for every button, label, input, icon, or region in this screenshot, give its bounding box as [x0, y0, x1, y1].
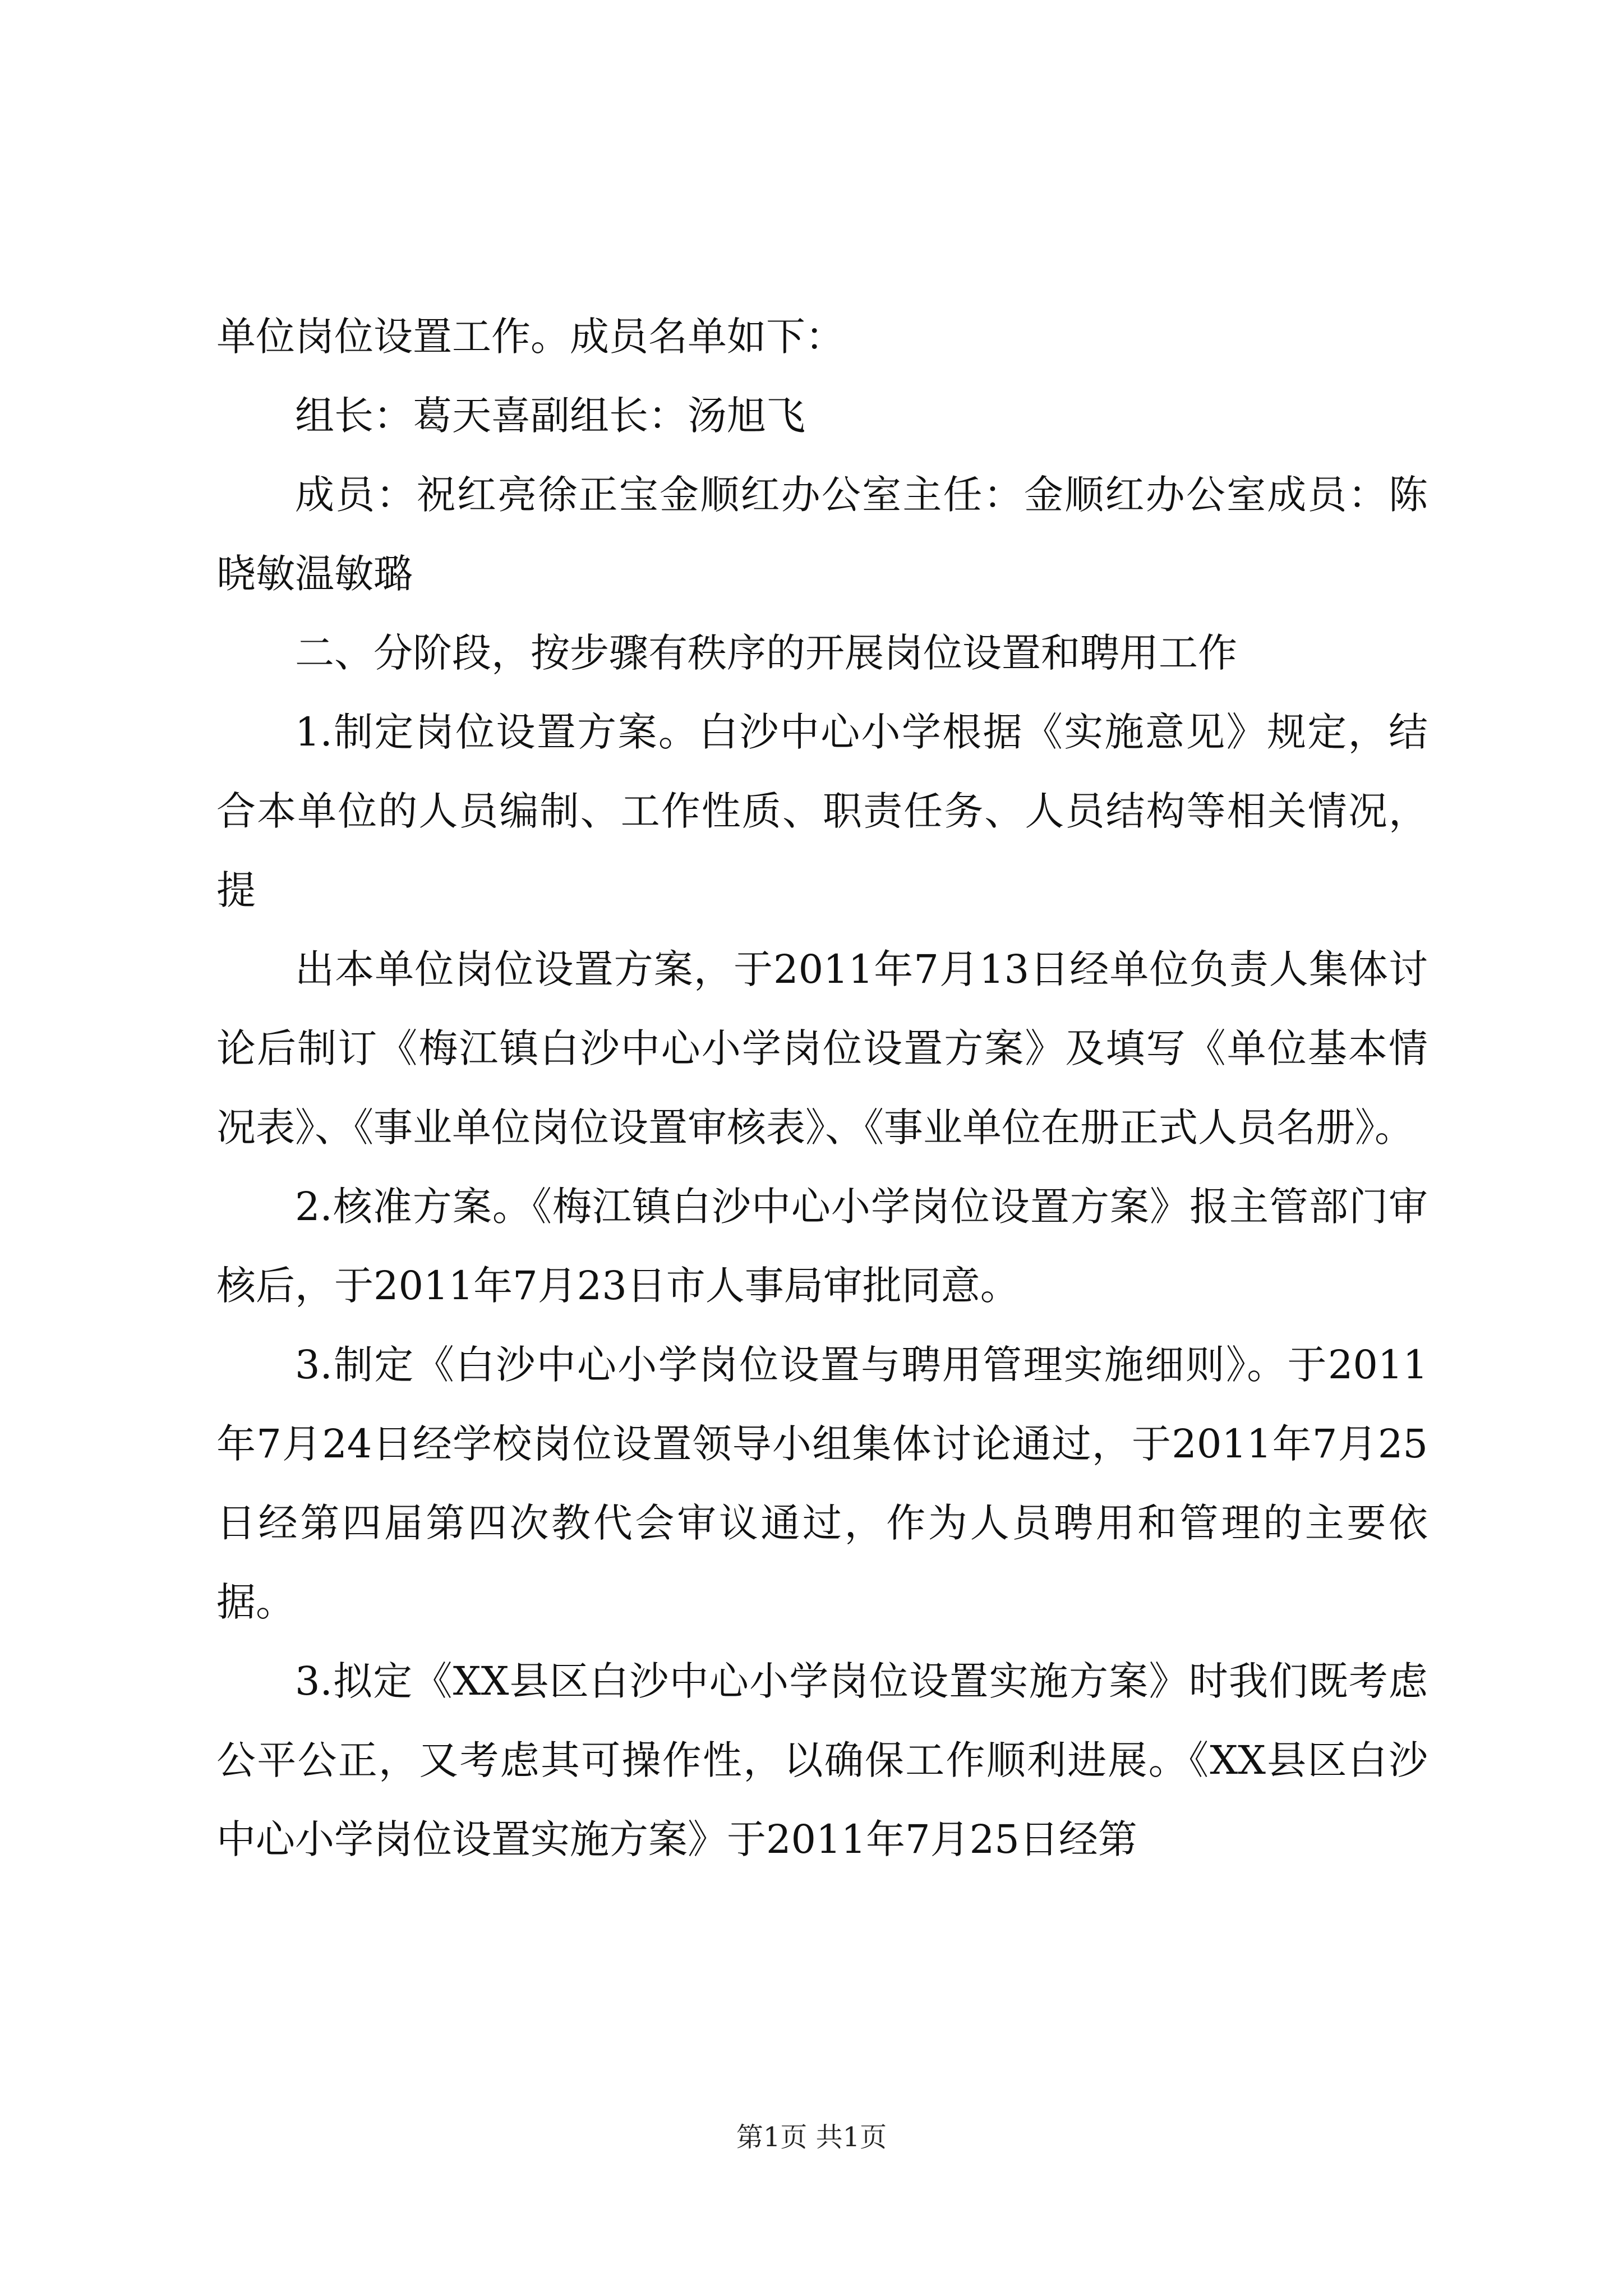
paragraph-step-1: 1.制定岗位设置方案。白沙中心小学根据《实施意见》规定，结合本单位的人员编制、工作性质、职责任务、人员结构等相关情况，提: [216, 709, 1428, 913]
paragraph-step-3b: 3.拟定《XX县区白沙中心小学岗位设置实施方案》时我们既考虑公平公正，又考虑其可操作性，以确保工作顺利进展。《XX县区白沙中心小学岗位设置实施方案》于2011年7月25日经第: [216, 1658, 1428, 1862]
section-heading-2: 二、分阶段，按步骤有秩序的开展岗位设置和聘用工作: [295, 630, 1237, 676]
paragraph-continuation: 单位岗位设置工作。成员名单如下：: [216, 314, 845, 360]
paragraph-members: 成员：祝红亮徐正宝金顺红办公室主任：金顺红办公室成员：陈晓敏温敏璐: [216, 472, 1428, 597]
document-body: [216, 297, 1428, 1879]
paragraph-step-3: 3.制定《白沙中心小学岗位设置与聘用管理实施细则》。于2011年7月24日经学校岗位设置领导小组集体讨论通过，于2011年7月25日经第四届第四次教代会审议通过，作为人员聘用和管理的主要依据。: [216, 1342, 1428, 1625]
paragraph-step-2: 2.核准方案。《梅江镇白沙中心小学岗位设置方案》报主管部门审核后，于2011年7月23日市人事局审批同意。: [216, 1184, 1428, 1309]
paragraph-step-1-cont: 出本单位岗位设置方案，于2011年7月13日经单位负责人集体讨论后制订《梅江镇白沙中心小学岗位设置方案》及填写《单位基本情况表》、《事业单位岗位设置审核表》、《事业单位在册正式人员名册》。: [216, 946, 1428, 1151]
page-footer: 第1页 共1页: [736, 2122, 887, 2153]
paragraph-leaders: 组长：葛天喜副组长：汤旭飞: [295, 393, 805, 439]
